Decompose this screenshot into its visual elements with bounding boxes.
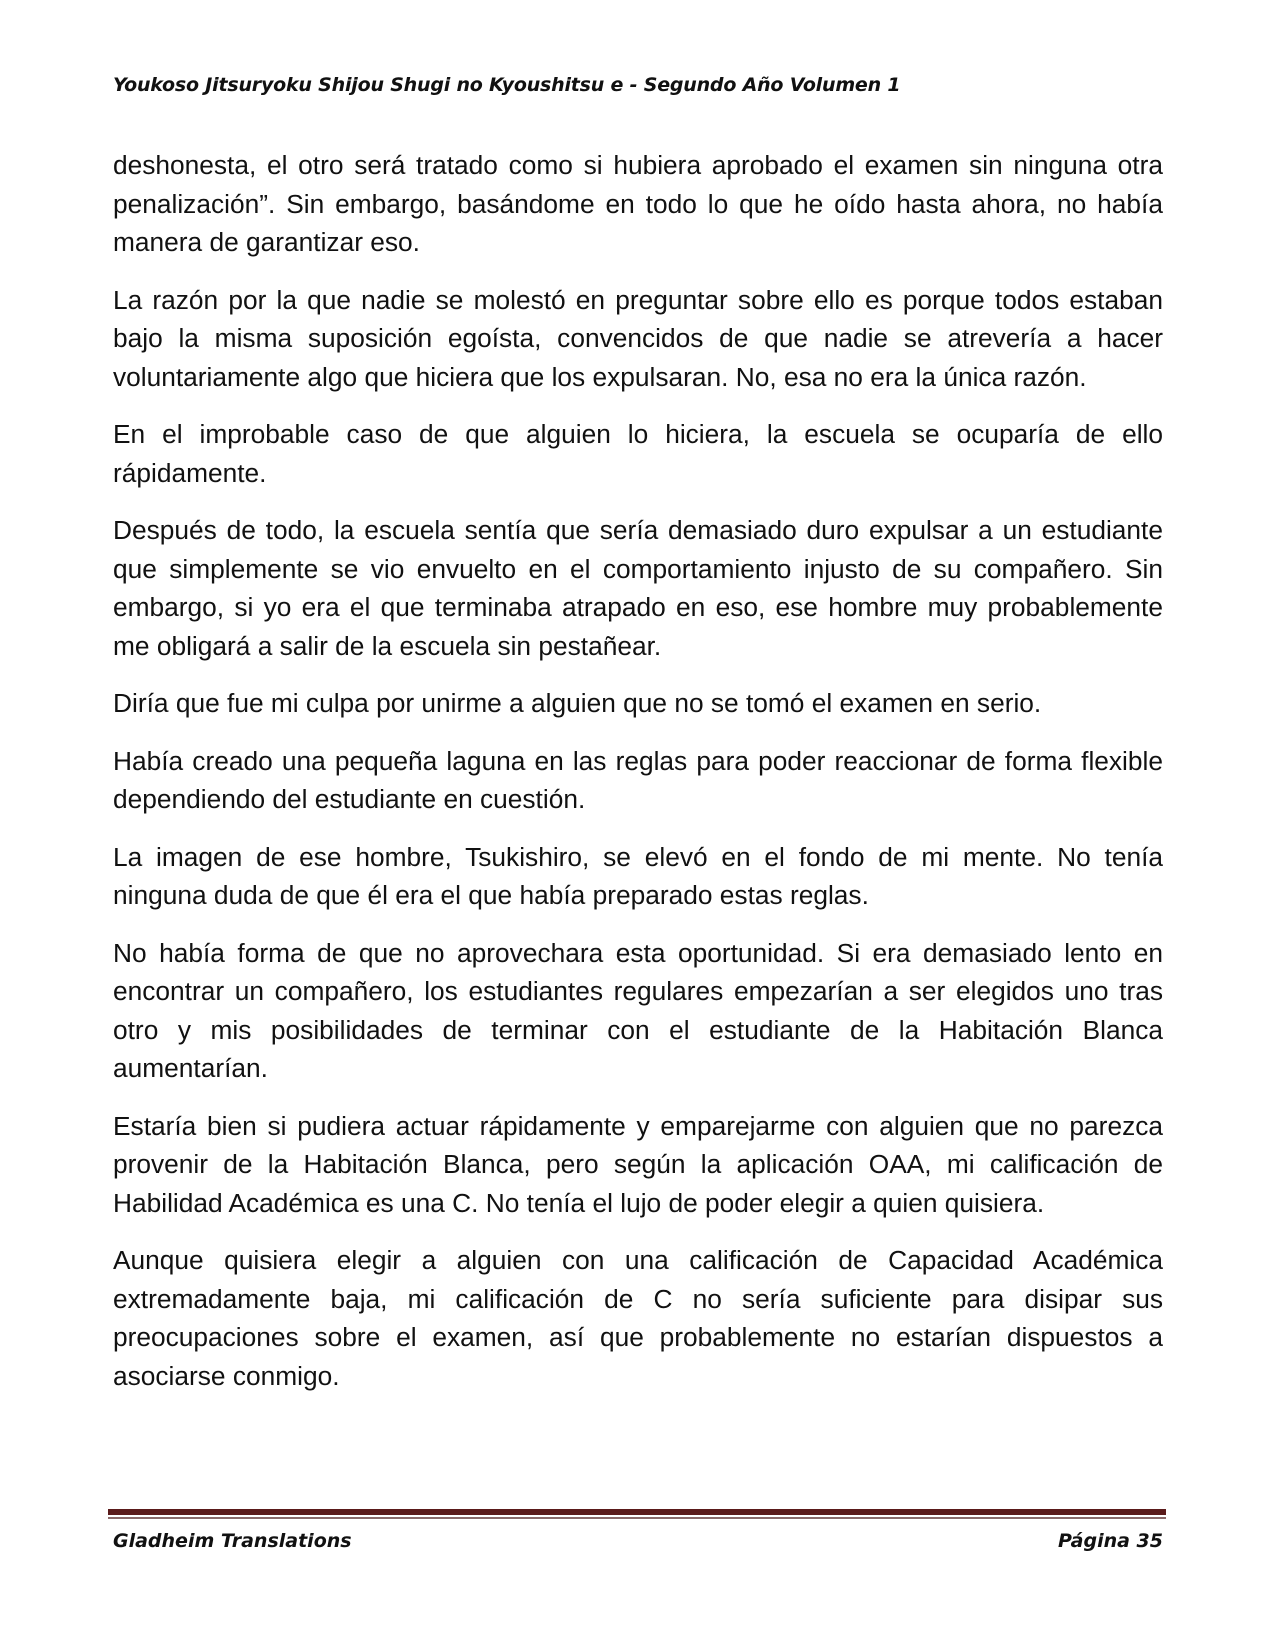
footer-divider-thin bbox=[108, 1517, 1166, 1519]
page-header-title: Youkoso Jitsuryoku Shijou Shugi no Kyoushitsu e - Segundo Año Volumen 1 bbox=[113, 74, 901, 96]
paragraph-9: Estaría bien si pudiera actuar rápidamente y emparejarme con alguien que no parezca provenir de la Habitación Blanca, pero según la aplicación OAA, mi calificación de Habilidad Académica es una C. No tenía el lujo de poder elegir a quien quisiera. bbox=[113, 1110, 1163, 1218]
paragraph-5: Diría que fue mi culpa por unirme a alguien que no se tomó el examen en serio. bbox=[113, 688, 1042, 718]
footer-translator-credit: Gladheim Translations bbox=[113, 1530, 352, 1552]
paragraph-8: No había forma de que no aprovechara esta oportunidad. Si era demasiado lento en encontrar un compañero, los estudiantes regulares empezarían a ser elegidos uno tras otro y mis posibilidades de terminar con el estudiante de la Habitación Blanca aumentarían. bbox=[113, 937, 1163, 1083]
paragraph-6: Había creado una pequeña laguna en las reglas para poder reaccionar de forma flexible dependiendo del estudiante en cuestión. bbox=[113, 745, 1163, 814]
paragraph-2: La razón por la que nadie se molestó en preguntar sobre ello es porque todos estaban bajo la misma suposición egoísta, convencidos de que nadie se atrevería a hacer voluntariamente algo que hiciera que los expulsaran. No, esa no era la única razón. bbox=[113, 284, 1163, 392]
paragraph-3: En el improbable caso de que alguien lo hiciera, la escuela se ocuparía de ello rápidamente. bbox=[113, 419, 1163, 488]
paragraph-1: deshonesta, el otro será tratado como si hubiera aprobado el examen sin ninguna otra penalización”. Sin embargo, basándome en todo lo que he oído hasta ahora, no había manera de garantizar eso. bbox=[113, 150, 1163, 257]
paragraph-10: Aunque quisiera elegir a alguien con una calificación de Capacidad Académica extremadamente baja, mi calificación de C no sería suficiente para disipar sus preocupaciones sobre el examen, así que probablemente no estarían dispuestos a asociarse conmigo. bbox=[113, 1245, 1163, 1391]
footer-page-number: Página 35 bbox=[1057, 1530, 1163, 1552]
page-body bbox=[113, 146, 1163, 1414]
footer-divider-thick bbox=[108, 1509, 1166, 1515]
paragraph-4: Después de todo, la escuela sentía que sería demasiado duro expulsar a un estudiante que simplemente se vio envuelto en el comportamiento injusto de su compañero. Sin embargo, si yo era el que terminaba atrapado en eso, ese hombre muy probablemente me obligará a salir de la escuela sin pestañear. bbox=[113, 515, 1163, 661]
paragraph-7: La imagen de ese hombre, Tsukishiro, se elevó en el fondo de mi mente. No tenía ninguna duda de que él era el que había preparado estas reglas. bbox=[113, 841, 1163, 910]
